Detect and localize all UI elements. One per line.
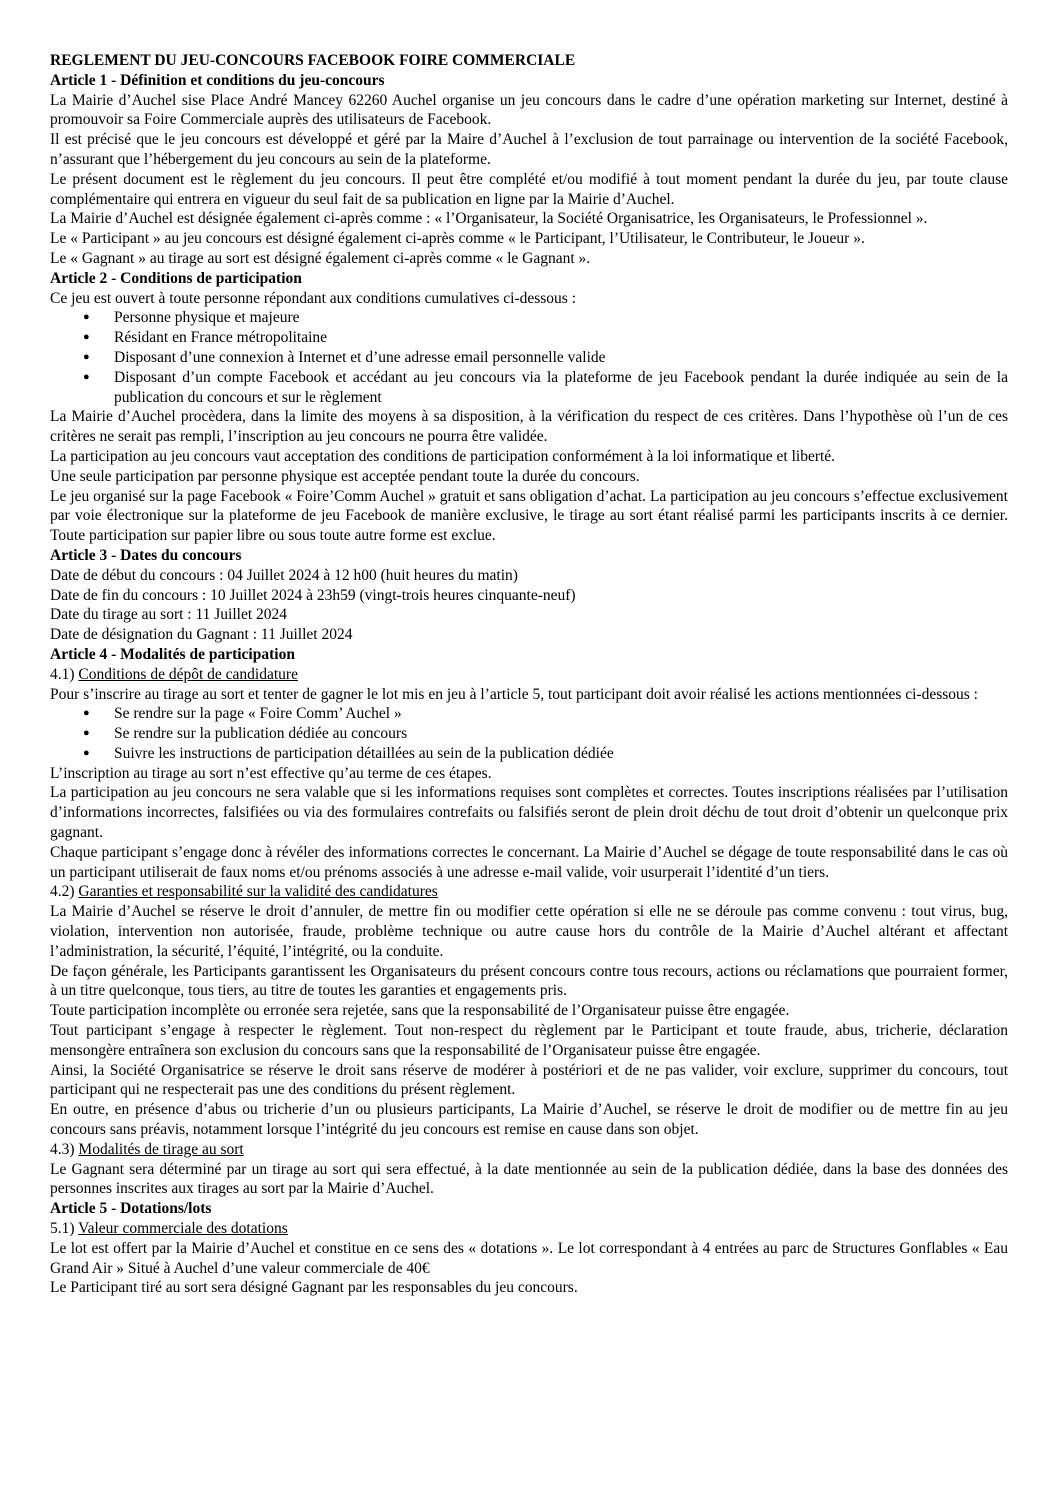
list-item bbox=[50, 704, 1008, 724]
list-item-text: Se rendre sur la page « Foire Comm’ Auchel » bbox=[114, 705, 402, 723]
paragraph: Le jeu organisé sur la page Facebook « Foire’Comm Auchel » gratuit et sans obligation d’achat. La participation au jeu concours s’effectue exclusivement par voie électronique sur la plateforme de jeu Facebook de manière exclusive, le tirage au sort étant réalisé parmi les participants inscrits à ce dernier. Toute participation sur papier libre ou sous toute autre forme est exclue. bbox=[50, 487, 1008, 545]
subsection-4-2-heading bbox=[50, 882, 1008, 902]
list-item-text: Disposant d’un compte Facebook et accédant au jeu concours via la plateforme de jeu Facebook pendant la durée indiquée au sein de la publication du concours et sur le règlement bbox=[114, 368, 1008, 406]
paragraph: L’inscription au tirage au sort n’est effective qu’au terme de ces étapes. bbox=[50, 764, 492, 782]
bullet-icon: ● bbox=[83, 370, 90, 383]
subsection-label: Modalités de tirage au sort bbox=[78, 1140, 244, 1158]
list-item bbox=[50, 348, 1008, 368]
bullet-icon: ● bbox=[83, 350, 90, 363]
article-4-heading: Article 4 - Modalités de participation bbox=[50, 645, 295, 663]
list-item-text: Résidant en France métropolitaine bbox=[114, 329, 328, 347]
bullet-icon: ● bbox=[83, 311, 90, 324]
date-line: Date du tirage au sort : 11 Juillet 2024 bbox=[50, 606, 288, 624]
article-1-heading: Article 1 - Définition et conditions du jeu-concours bbox=[50, 71, 385, 89]
paragraph: Ce jeu est ouvert à toute personne répondant aux conditions cumulatives ci-dessous : bbox=[50, 289, 577, 307]
subsection-label: Valeur commerciale des dotations bbox=[78, 1220, 288, 1238]
list-item bbox=[50, 744, 1008, 764]
paragraph: Toute participation incomplète ou erronée sera rejetée, sans que la responsabilité de l’Organisateur puisse être engagée. bbox=[50, 1002, 790, 1020]
paragraph: Le Participant tiré au sort sera désigné Gagnant par les responsables du jeu concours. bbox=[50, 1279, 578, 1297]
paragraph: Pour s’inscrire au tirage au sort et tenter de gagner le lot mis en jeu à l’article 5, tout participant doit avoir réalisé les actions mentionnées ci-dessous : bbox=[50, 685, 978, 703]
list-item-text: Se rendre sur la publication dédiée au concours bbox=[114, 725, 408, 743]
list-item bbox=[50, 328, 1008, 348]
paragraph: Il est précisé que le jeu concours est développé et géré par la Maire d’Auchel à l’exclusion de tout parrainage ou intervention de la société Facebook, n’assurant que l’hébergement du jeu concours au sein de la plateforme. bbox=[50, 131, 1008, 168]
paragraph: En outre, en présence d’abus ou tricherie d’un ou plusieurs participants, La Mairie d’Auchel, se réserve le droit de modifier ou de mettre fin au jeu concours sans préavis, notamment lorsque l’intégrité du jeu concours est remise en cause dans son objet. bbox=[50, 1101, 1008, 1139]
article-5-heading: Article 5 - Dotations/lots bbox=[50, 1200, 212, 1218]
subsection-number: 4.2) bbox=[50, 883, 79, 901]
conditions-list bbox=[50, 308, 1008, 407]
paragraph: La Mairie d’Auchel se réserve le droit d’annuler, de mettre fin ou modifier cette opération si elle ne se déroule pas comme convenu : tout virus, bug, violation, intervention non autorisée, fraude, problème technique ou autre cause hors du contrôle de la Mairie d’Auchel altérant et affectant l’administration, la sécurité, l’équité, l’intégrité, ou la conduite. bbox=[50, 903, 1008, 960]
paragraph: La Mairie d’Auchel procèdera, dans la limite des moyens à sa disposition, à la vérification du respect de ces critères. Dans l’hypothèse où l’un de ces critères ne serait pas rempli, l’inscription au jeu concours ne pourra être validée. bbox=[50, 408, 1008, 446]
paragraph: Le lot est offert par la Mairie d’Auchel et constitue en ce sens des « dotations ». Le lot correspondant à 4 entrées au parc de Structures Gonflables « Eau Grand Air » Situé à Auchel d’une valeur commerciale de 40€ bbox=[50, 1239, 1008, 1277]
subsection-4-1-heading bbox=[50, 665, 1008, 685]
date-line: Date de fin du concours : 10 Juillet 2024 à 23h59 (vingt-trois heures cinquante-neuf) bbox=[50, 586, 576, 604]
subsection-label: Conditions de dépôt de candidature bbox=[78, 665, 298, 683]
list-item-text: Disposant d’une connexion à Internet et d’une adresse email personnelle valide bbox=[114, 348, 606, 366]
article-2-heading: Article 2 - Conditions de participation bbox=[50, 269, 302, 287]
paragraph: La Mairie d’Auchel est désignée également ci-après comme : « l’Organisateur, la Société Organisatrice, les Organisateurs, le Professionnel ». bbox=[50, 210, 928, 228]
bullet-icon: ● bbox=[83, 707, 90, 720]
paragraph: Le Gagnant sera déterminé par un tirage au sort qui sera effectué, à la date mentionnée au sein de la publication dédiée, dans la base des données des personnes inscrites aux tirages au sort par la Mairie d’Auchel. bbox=[50, 1160, 1008, 1198]
list-item bbox=[50, 724, 1008, 744]
paragraph: Ainsi, la Société Organisatrice se réserve le droit sans réserve de modérer à postériori et de ne pas valider, voir exclure, supprimer du concours, tout participant qui ne respecterait pas une des conditions du présent règlement. bbox=[50, 1061, 1008, 1099]
bullet-icon: ● bbox=[83, 727, 90, 740]
date-line: Date de début du concours : 04 Juillet 2024 à 12 h00 (huit heures du matin) bbox=[50, 566, 518, 584]
steps-list bbox=[50, 704, 1008, 763]
article-3-heading: Article 3 - Dates du concours bbox=[50, 546, 242, 564]
subsection-number: 4.3) bbox=[50, 1140, 79, 1158]
document-title: REGLEMENT DU JEU-CONCOURS FACEBOOK FOIRE COMMERCIALE bbox=[50, 52, 576, 69]
list-item bbox=[50, 368, 1008, 408]
paragraph: La participation au jeu concours vaut acceptation des conditions de participation conformément à la loi informatique et liberté. bbox=[50, 447, 836, 465]
paragraph: Le « Gagnant » au tirage au sort est désigné également ci-après comme « le Gagnant ». bbox=[50, 249, 591, 267]
paragraph: La participation au jeu concours ne sera valable que si les informations requises sont complètes et correctes. Toutes inscriptions réalisées par l’utilisation d’informations incorrectes, falsifiées ou via des formulaires contrefaits ou falsifiés seront de plein droit déchu de tout droit d’obtenir un quelconque prix gagnant. bbox=[50, 784, 1008, 842]
paragraph: De façon générale, les Participants garantissent les Organisateurs du présent concours contre tous recours, actions ou réclamations que pourraient former, à un titre quelconque, tous tiers, au titre de toutes les garanties et engagements pris. bbox=[50, 962, 1008, 1000]
bullet-icon: ● bbox=[83, 331, 90, 344]
list-item-text: Suivre les instructions de participation détaillées au sein de la publication dédiée bbox=[114, 744, 614, 762]
date-line: Date de désignation du Gagnant : 11 Juillet 2024 bbox=[50, 626, 353, 644]
bullet-icon: ● bbox=[83, 746, 90, 759]
subsection-number: 4.1) bbox=[50, 665, 79, 683]
subsection-5-1-heading bbox=[50, 1219, 1008, 1239]
subsection-4-3-heading bbox=[50, 1140, 1008, 1160]
subsection-label: Garanties et responsabilité sur la validité des candidatures bbox=[78, 883, 438, 901]
paragraph: Chaque participant s’engage donc à révéler des informations correctes le concernant. La Mairie d’Auchel se dégage de toute responsabilité dans le cas où un participant utiliserait de faux noms et/ou prénoms associés à une adresse e-mail valide, voir usurperait l’identité d’un tiers. bbox=[50, 843, 1008, 881]
paragraph: Tout participant s’engage à respecter le règlement. Tout non-respect du règlement par le Participant et toute fraude, abus, tricherie, déclaration mensongère entraînera son exclusion du concours sans que la responsabilité de l’Organisateur puisse être engagée. bbox=[50, 1022, 1008, 1059]
paragraph: Le présent document est le règlement du jeu concours. Il peut être complété et/ou modifié à tout moment pendant la durée du jeu, par toute clause complémentaire qui entrera en vigueur du seul fait de sa publication en ligne par la Mairie d’Auchel. bbox=[50, 170, 1008, 208]
paragraph: Une seule participation par personne physique est acceptée pendant toute la durée du concours. bbox=[50, 467, 640, 485]
list-item bbox=[50, 308, 1008, 328]
paragraph: La Mairie d’Auchel sise Place André Mancey 62260 Auchel organise un jeu concours dans le cadre d’une opération marketing sur Internet, destiné à promouvoir sa Foire Commerciale auprès des utilisateurs de Facebook. bbox=[50, 91, 1008, 129]
subsection-number: 5.1) bbox=[50, 1220, 79, 1238]
paragraph: Le « Participant » au jeu concours est désigné également ci-après comme « le Participant, l’Utilisateur, le Contributeur, le Joueur ». bbox=[50, 230, 865, 248]
list-item-text: Personne physique et majeure bbox=[114, 309, 300, 327]
